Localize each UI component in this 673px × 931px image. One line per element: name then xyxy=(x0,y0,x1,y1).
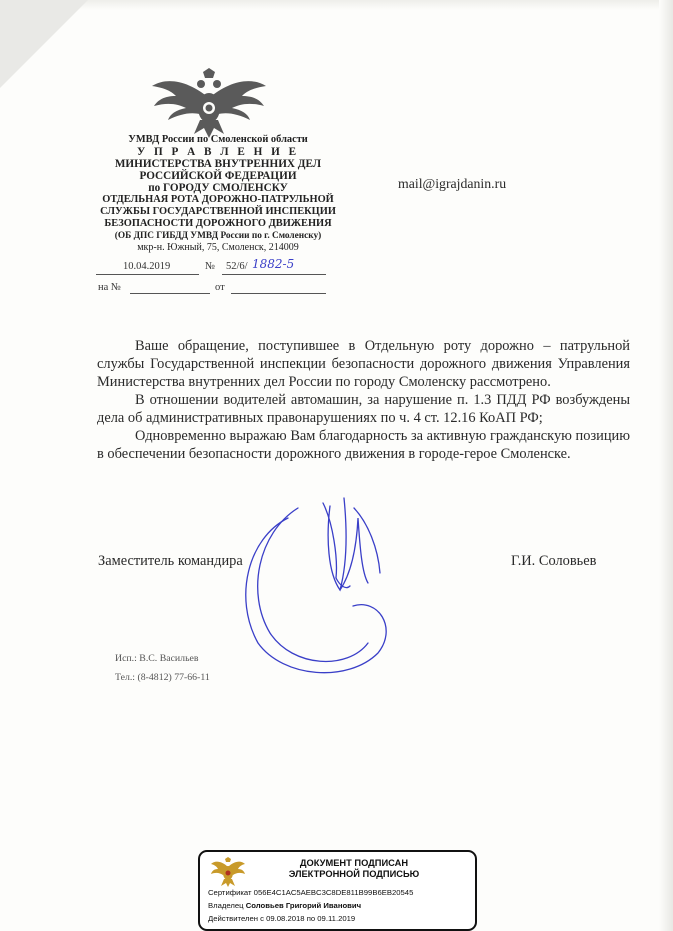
stamp-title-line2: ЭЛЕКТРОННОЙ ПОДПИСЬЮ xyxy=(288,869,420,879)
stamp-certificate: Сертификат 056E4C1AC5AEBC3C8DE811B99B6EB20545 xyxy=(208,888,414,897)
header-line-abbreviation: (ОБ ДПС ГИБДД УМВД России по г. Смоленску) xyxy=(114,231,322,241)
header-line-mvd: МИНИСТЕРСТВА ВНУТРЕННИХ ДЕЛ xyxy=(114,158,322,170)
stamp-validity: Действителен с 09.08.2018 по 09.11.2019 xyxy=(208,914,356,923)
outgoing-date: 10.04.2019 xyxy=(123,261,171,272)
signer-title: Заместитель командира xyxy=(98,553,243,569)
recipient-email: mail@igrajdanin.ru xyxy=(398,176,507,191)
outgoing-number-handwritten: 1882-5 xyxy=(252,257,295,271)
electronic-signature-stamp xyxy=(198,850,477,931)
executor-phone: Тел.: (8-4812) 77-66-11 xyxy=(115,672,210,683)
date-underline xyxy=(96,274,199,275)
body-paragraph: Одновременно выражаю Вам благодарность за активную гражданскую позицию в обеспечении безопасности дорожного движения в городе-герое Смоленске. xyxy=(97,428,630,462)
stamp-title xyxy=(252,858,456,880)
stamp-owner-name: Соловьев Григорий Иванович xyxy=(245,901,362,910)
body-paragraph: В отношении водителей автомашин, за нарушение п. 1.3 ПДД РФ возбуждены дела об административных правонарушениях по ч. 4 ст. 12.16 КоАП РФ; xyxy=(97,392,630,426)
reply-date-underline xyxy=(231,293,326,294)
reply-number-label: на № xyxy=(98,282,121,293)
executor-name: Исп.: В.С. Васильев xyxy=(115,653,199,664)
outgoing-number-prefix: 52/6/ xyxy=(226,261,248,272)
reply-date-label: от xyxy=(215,282,225,293)
number-underline xyxy=(222,274,326,275)
header-line-ministry-region: УМВД России по Смоленской области xyxy=(128,134,308,145)
body-paragraph: Ваше обращение, поступившее в Отдельную роту дорожно – патрульной службы Государственной инспекции безопасности дорожного движения Управления Министерства внутренних дел России по городу Смоленску рассмотрено. xyxy=(97,338,630,390)
header-line-rf: РОССИЙСКОЙ ФЕДЕРАЦИИ xyxy=(139,170,297,182)
header-line-service: СЛУЖБЫ ГОСУДАРСТВЕННОЙ ИНСПЕКЦИИ xyxy=(100,206,336,217)
department-header xyxy=(92,134,344,254)
header-line-safety: БЕЗОПАСНОСТИ ДОРОЖНОГО ДВИЖЕНИЯ xyxy=(104,218,332,229)
header-line-directorate: У П Р А В Л Е Н И Е xyxy=(136,146,300,158)
executor-block xyxy=(115,649,210,687)
number-label: № xyxy=(205,261,216,272)
page-corner-fold xyxy=(0,0,88,88)
handwritten-signature-icon xyxy=(228,478,428,684)
reply-number-underline xyxy=(130,293,210,294)
letter-body xyxy=(97,337,630,463)
scan-right-edge xyxy=(659,0,673,931)
header-line-city: по ГОРОДУ СМОЛЕНСКУ xyxy=(148,182,288,194)
stamp-title-line1: ДОКУМЕНТ ПОДПИСАН xyxy=(299,858,409,868)
police-emblem-icon xyxy=(210,857,246,887)
stamp-owner-label: Владелец xyxy=(208,901,244,910)
header-line-address: мкр-н. Южный, 75, Смоленск, 214009 xyxy=(137,242,299,253)
signer-name: Г.И. Соловьев xyxy=(511,553,597,569)
stamp-owner xyxy=(208,901,361,910)
header-line-company: ОТДЕЛЬНАЯ РОТА ДОРОЖНО-ПАТРУЛЬНОЙ xyxy=(102,194,334,205)
scan-top-edge xyxy=(0,0,673,10)
eagle-emblem-icon xyxy=(150,68,268,140)
